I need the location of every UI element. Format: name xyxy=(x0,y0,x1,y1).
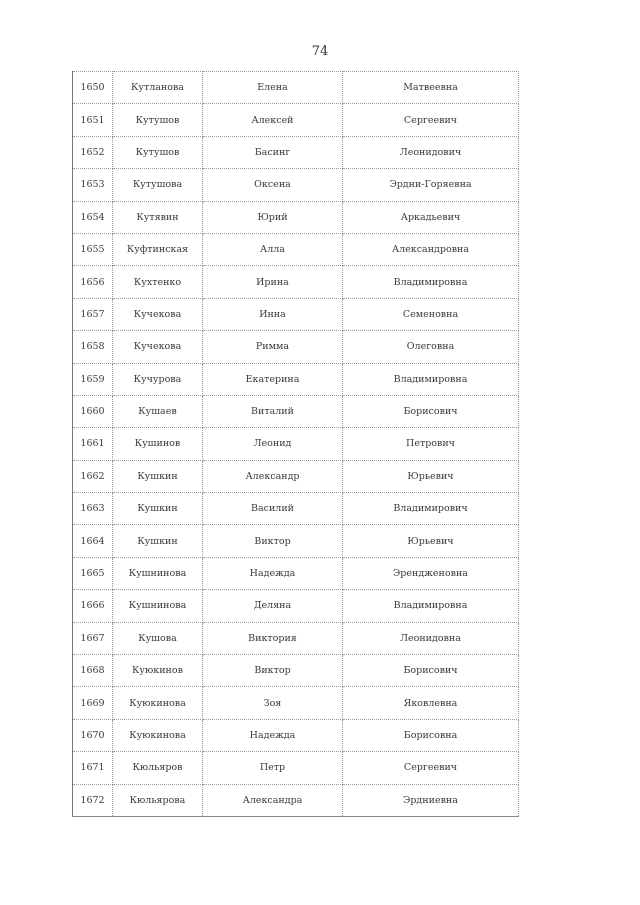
patronymic-cell: Александровна xyxy=(343,233,519,265)
first-name-cell: Надежда xyxy=(203,557,343,589)
table-row xyxy=(73,687,519,719)
first-name-cell: Александра xyxy=(203,784,343,816)
row-number-cell: 1650 xyxy=(73,72,113,104)
first-name-cell: Василий xyxy=(203,493,343,525)
patronymic-cell: Матвеевна xyxy=(343,72,519,104)
row-number-cell: 1672 xyxy=(73,784,113,816)
surname-cell: Кухтенко xyxy=(113,266,203,298)
surname-cell: Куюкинова xyxy=(113,719,203,751)
table-row xyxy=(73,752,519,784)
table-row xyxy=(73,525,519,557)
row-number-cell: 1659 xyxy=(73,363,113,395)
surname-cell: Кушнинова xyxy=(113,590,203,622)
table-row xyxy=(73,493,519,525)
table-row xyxy=(73,104,519,136)
surname-cell: Кутушова xyxy=(113,169,203,201)
patronymic-cell: Борисович xyxy=(343,395,519,427)
table-row xyxy=(73,719,519,751)
table-row xyxy=(73,428,519,460)
surname-cell: Кушинов xyxy=(113,428,203,460)
row-number-cell: 1665 xyxy=(73,557,113,589)
surname-cell: Кучурова xyxy=(113,363,203,395)
surname-cell: Кушаев xyxy=(113,395,203,427)
surname-cell: Кутушов xyxy=(113,136,203,168)
surname-cell: Кюльяров xyxy=(113,752,203,784)
first-name-cell: Надежда xyxy=(203,719,343,751)
surname-cell: Кутявин xyxy=(113,201,203,233)
row-number-cell: 1667 xyxy=(73,622,113,654)
row-number-cell: 1668 xyxy=(73,655,113,687)
row-number-cell: 1660 xyxy=(73,395,113,427)
table-row xyxy=(73,136,519,168)
patronymic-cell: Аркадьевич xyxy=(343,201,519,233)
row-number-cell: 1670 xyxy=(73,719,113,751)
patronymic-cell: Борисович xyxy=(343,655,519,687)
first-name-cell: Елена xyxy=(203,72,343,104)
first-name-cell: Алексей xyxy=(203,104,343,136)
row-number-cell: 1652 xyxy=(73,136,113,168)
table-row xyxy=(73,201,519,233)
row-number-cell: 1656 xyxy=(73,266,113,298)
table-row xyxy=(73,363,519,395)
table-row xyxy=(73,72,519,104)
first-name-cell: Леонид xyxy=(203,428,343,460)
table-row xyxy=(73,233,519,265)
first-name-cell: Алла xyxy=(203,233,343,265)
row-number-cell: 1664 xyxy=(73,525,113,557)
first-name-cell: Виталий xyxy=(203,395,343,427)
table-row xyxy=(73,169,519,201)
patronymic-cell: Сергеевич xyxy=(343,752,519,784)
row-number-cell: 1671 xyxy=(73,752,113,784)
first-name-cell: Римма xyxy=(203,331,343,363)
table-row xyxy=(73,557,519,589)
first-name-cell: Ирина xyxy=(203,266,343,298)
first-name-cell: Екатерина xyxy=(203,363,343,395)
row-number-cell: 1669 xyxy=(73,687,113,719)
table-row xyxy=(73,784,519,816)
surname-cell: Кушкин xyxy=(113,525,203,557)
patronymic-cell: Яковлевна xyxy=(343,687,519,719)
patronymic-cell: Олеговна xyxy=(343,331,519,363)
row-number-cell: 1661 xyxy=(73,428,113,460)
table-row xyxy=(73,655,519,687)
patronymic-cell: Семеновна xyxy=(343,298,519,330)
patronymic-cell: Юрьевич xyxy=(343,525,519,557)
table-row xyxy=(73,590,519,622)
first-name-cell: Инна xyxy=(203,298,343,330)
name-register-table xyxy=(72,71,519,817)
patronymic-cell: Юрьевич xyxy=(343,460,519,492)
first-name-cell: Басинг xyxy=(203,136,343,168)
patronymic-cell: Эрендженовна xyxy=(343,557,519,589)
surname-cell: Кушкин xyxy=(113,460,203,492)
surname-cell: Куфтинская xyxy=(113,233,203,265)
table-row xyxy=(73,298,519,330)
surname-cell: Кутушов xyxy=(113,104,203,136)
patronymic-cell: Владимировна xyxy=(343,590,519,622)
first-name-cell: Виктор xyxy=(203,655,343,687)
first-name-cell: Оксена xyxy=(203,169,343,201)
surname-cell: Кучекова xyxy=(113,298,203,330)
first-name-cell: Зоя xyxy=(203,687,343,719)
patronymic-cell: Леонидович xyxy=(343,136,519,168)
first-name-cell: Юрий xyxy=(203,201,343,233)
patronymic-cell: Леонидовна xyxy=(343,622,519,654)
table-row xyxy=(73,622,519,654)
register-body xyxy=(73,72,519,817)
row-number-cell: 1657 xyxy=(73,298,113,330)
surname-cell: Кушнинова xyxy=(113,557,203,589)
row-number-cell: 1651 xyxy=(73,104,113,136)
patronymic-cell: Эрдниевна xyxy=(343,784,519,816)
page-number: 74 xyxy=(311,44,329,59)
surname-cell: Куюкинов xyxy=(113,655,203,687)
table-row xyxy=(73,460,519,492)
row-number-cell: 1666 xyxy=(73,590,113,622)
table-row xyxy=(73,395,519,427)
surname-cell: Кушкин xyxy=(113,493,203,525)
first-name-cell: Александр xyxy=(203,460,343,492)
surname-cell: Кутланова xyxy=(113,72,203,104)
row-number-cell: 1663 xyxy=(73,493,113,525)
row-number-cell: 1658 xyxy=(73,331,113,363)
surname-cell: Кушова xyxy=(113,622,203,654)
patronymic-cell: Петрович xyxy=(343,428,519,460)
patronymic-cell: Владимировна xyxy=(343,266,519,298)
row-number-cell: 1654 xyxy=(73,201,113,233)
patronymic-cell: Владимировна xyxy=(343,363,519,395)
table-row xyxy=(73,331,519,363)
row-number-cell: 1655 xyxy=(73,233,113,265)
first-name-cell: Деляна xyxy=(203,590,343,622)
patronymic-cell: Эрдни-Горяевна xyxy=(343,169,519,201)
patronymic-cell: Владимирович xyxy=(343,493,519,525)
surname-cell: Кюльярова xyxy=(113,784,203,816)
first-name-cell: Виктор xyxy=(203,525,343,557)
row-number-cell: 1653 xyxy=(73,169,113,201)
first-name-cell: Виктория xyxy=(203,622,343,654)
patronymic-cell: Борисовна xyxy=(343,719,519,751)
row-number-cell: 1662 xyxy=(73,460,113,492)
surname-cell: Кучекова xyxy=(113,331,203,363)
first-name-cell: Петр xyxy=(203,752,343,784)
surname-cell: Куюкинова xyxy=(113,687,203,719)
table-row xyxy=(73,266,519,298)
patronymic-cell: Сергеевич xyxy=(343,104,519,136)
